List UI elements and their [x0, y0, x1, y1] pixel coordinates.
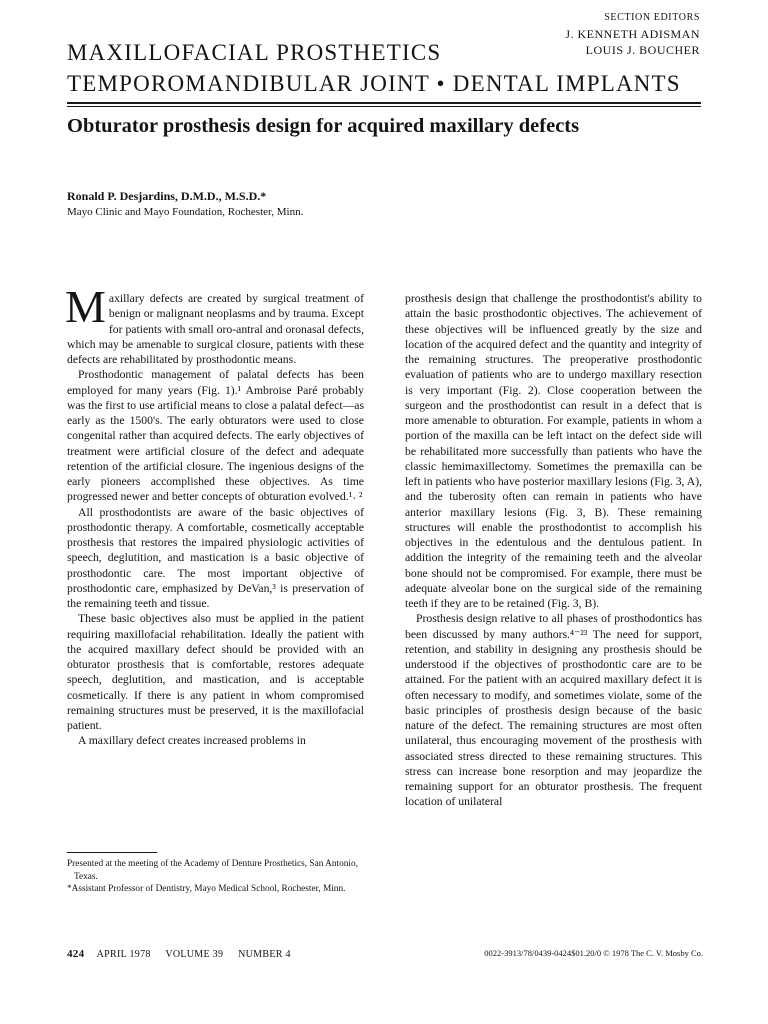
body-column-right [405, 291, 702, 810]
affiliation-line: Mayo Clinic and Mayo Foundation, Rochester, Minn. [67, 206, 304, 218]
author-line: Ronald P. Desjardins, D.M.D., M.S.D.* [67, 189, 267, 203]
body-paragraph: prosthesis design that challenge the prosthodontist's ability to attain the basic prosthodontic objectives. The achievement of these objectives will be influenced greatly by the size and location of the acquired defect and the quantity and integrity of the remaining structures. The preoperative prosthodontic evaluation of patients who are to undergo maxillary resection is very important (Fig. 2). Close cooperation between the surgeon and the prosthodontist can result in a defect that is more amenable to obturation. For example, patients in whom a portion of the maxilla can be left intact on the defect side will be rehabilitated more successfully than patients who have the classic hemimaxillectomy. Sometimes the premaxilla can be left in patients who have posterior maxillary lesions (Fig. 3, A), and the tuberosity often can remain in patients who have anterior maxillary lesions (Fig. 3, B). These remaining structures will enable the prosthodontist to accomplish his objectives in the edentulous and the dentulous patient. In addition the integrity of the remaining teeth and the alveolar bone should not be compromised. For example, there must be adequate alveolar bone on the surgical side of the remaining teeth if they are to be retained (Fig. 3, B). [405, 292, 703, 610]
issue-number: NUMBER 4 [238, 949, 291, 960]
issue-volume: VOLUME 39 [165, 949, 224, 960]
article-title: Obturator prosthesis design for acquired maxillary defects [67, 115, 580, 137]
page-number: 424 [67, 948, 85, 960]
paragraph-text: axillary defects are created by surgical treatment of benign or malignant neoplasms and by trauma. Except for patients with small oro-antral and oronasal defects, which may be amenable to surgical closure, patients with these defects are rehabilitated by prosthodontic means. [67, 292, 364, 366]
editor-name: LOUIS J. BOUCHER [585, 43, 700, 57]
divider [67, 102, 701, 104]
body-paragraph [65, 281, 364, 367]
body-paragraph: All prosthodontists are aware of the basic objectives of prosthodontic therapy. A comfortable, cosmetically acceptable prosthesis that restores the impaired physiologic activities of speech, deglutition, and mastication is a basic objective of prosthodontic care. The most important objective of prosthodontic care, emphasized by DeVan,³ is preservation of the remaining teeth and tissue. [67, 505, 364, 610]
body-column-left [65, 281, 364, 749]
body-paragraph: These basic objectives also must be applied in the patient requiring maxillofacial rehabilitation. Ideally the patient with the acquired maxillary defect should be provided with an obturator prosthesis that is comfortable, restores adequate speech, deglutition, and mastication, and is acceptable cosmetically. If there is any patient in whom compromised remaining structures must be preserved, it is the maxillofacial patient. [67, 612, 364, 732]
footnote: Presented at the meeting of the Academy of Denture Prosthetics, San Antonio, Texas. [67, 859, 358, 882]
footnote: *Assistant Professor of Dentistry, Mayo Medical School, Rochester, Minn. [67, 884, 346, 894]
divider [67, 106, 701, 107]
footnotes [67, 858, 364, 896]
section-heading: TEMPOROMANDIBULAR JOINT • DENTAL IMPLANTS [67, 71, 681, 96]
page-footer [67, 948, 291, 960]
footnote-divider [67, 852, 157, 853]
issue-date: APRIL 1978 [96, 949, 151, 960]
editor-name: J. KENNETH ADISMAN [565, 27, 700, 41]
section-editors-label: SECTION EDITORS [604, 12, 700, 23]
section-editors [565, 10, 700, 58]
body-paragraph: A maxillary defect creates increased problems in [78, 734, 306, 748]
body-paragraph: Prosthesis design relative to all phases of prosthodontics has been discussed by many authors.⁴⁻²³ The need for support, retention, and stability in designing any prosthesis should be understood if the objectives of prosthodontic care are to be attained. For the patient with an acquired maxillary defect it is often necessary to modify, and sometimes violate, some of the basic principles of prosthesis design because of the basic nature of the defect. The remaining structures are most often unilateral, thus encouraging movement of the prosthesis with associated stress directed to these remaining structures. This stress can increase bone resorption and may jeopardize the remaining support for an obturator prosthesis. The frequent location of unilateral [405, 612, 702, 809]
section-heading: MAXILLOFACIAL PROSTHETICS [67, 40, 442, 65]
copyright-line: 0022-3913/78/0439-0424$01.20/0 © 1978 The C. V. Mosby Co. [484, 948, 703, 958]
body-paragraph: Prosthodontic management of palatal defects has been employed for many years (Fig. 1).¹ Ambroise Paré probably was the first to use artificial means to close a palatal defect—as early as the 1500's. The early obturators were used to close congenital rather than acquired defects. The early objectives of treatment were artificial closure of the defect and adequate retention of the artificial closure. The ingenious designs of the early pioneers accomplished these objectives. As time progressed newer and better concepts of obturation evolved.¹˒ ² [67, 368, 364, 504]
drop-cap: M [65, 281, 106, 332]
